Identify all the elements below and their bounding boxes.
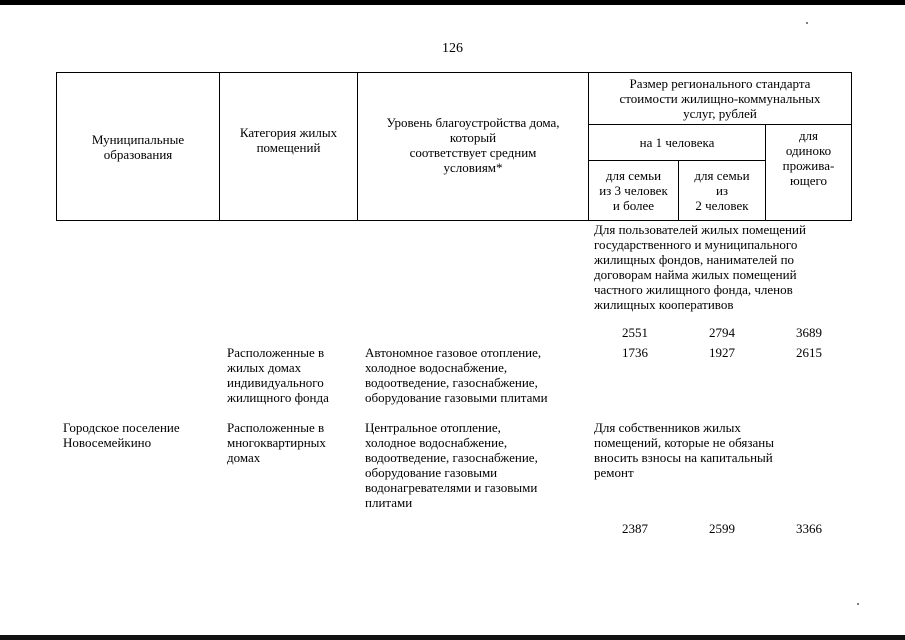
row3-category: Расположенные в многоквартирных домах (227, 420, 326, 465)
scan-speck (857, 603, 859, 605)
row2-value-family2: 1927 (709, 345, 735, 360)
header-family-3 (589, 161, 678, 220)
header-municipalities (57, 73, 219, 220)
page-number: 126 (442, 41, 463, 56)
header-per-person-label: на 1 человека (639, 135, 715, 150)
grid-line (56, 220, 852, 221)
header-family-2-label: для семьи из 2 человек (694, 168, 750, 213)
header-single (766, 125, 851, 220)
header-category-label: Категория жилых помещений (239, 125, 338, 155)
header-family-2 (679, 161, 765, 220)
municipality-name: Городское поселение Новосемейкино (63, 420, 180, 450)
scan-bottom-border (0, 635, 905, 640)
row1-value-family3: 2551 (622, 325, 648, 340)
header-comfort-level-label: Уровень благоустройства дома, который соответствует средним условиям* (386, 115, 560, 175)
row2-value-single: 2615 (796, 345, 822, 360)
row3-value-family2: 2599 (709, 521, 735, 536)
header-single-label: для одиноко прожива- ющего (782, 128, 835, 188)
grid-line (851, 72, 852, 221)
header-standard-size-label: Размер регионального стандарта стоимости жилищно-коммунальных услуг, рублей (619, 76, 821, 121)
section-title-users: Для пользователей жилых помещений государственного и муниципального жилищных фондов, нанимателей по договорам найма жилых помещений частного жилищного фонда, членов жилищных кооперативов (594, 222, 806, 312)
header-standard-size (589, 73, 851, 124)
header-family-3-label: для семьи из 3 человек и более (599, 168, 668, 213)
row2-value-family3: 1736 (622, 345, 648, 360)
row3-value-single: 3366 (796, 521, 822, 536)
row1-value-family2: 2794 (709, 325, 735, 340)
row3-comfort: Центральное отопление, холодное водоснабжение, водоотведение, газоснабжение, оборудование газовыми водонагревателями и газовыми плитами (365, 420, 538, 510)
header-per-person (589, 125, 765, 160)
row2-comfort: Автономное газовое отопление, холодное водоснабжение, водоотведение, газоснабжение, оборудование газовыми плитами (365, 345, 548, 405)
scan-top-border (0, 0, 905, 5)
header-municipalities-label: Муниципальные образования (91, 131, 185, 162)
scan-speck (806, 22, 808, 24)
row1-value-single: 3689 (796, 325, 822, 340)
header-comfort-level (358, 73, 588, 220)
header-category (220, 73, 357, 220)
row2-category: Расположенные в жилых домах индивидуального жилищного фонда (227, 345, 329, 405)
section-title-owners: Для собственников жилых помещений, которые не обязаны вносить взносы на капитальный ремонт (594, 420, 774, 480)
row3-value-family3: 2387 (622, 521, 648, 536)
